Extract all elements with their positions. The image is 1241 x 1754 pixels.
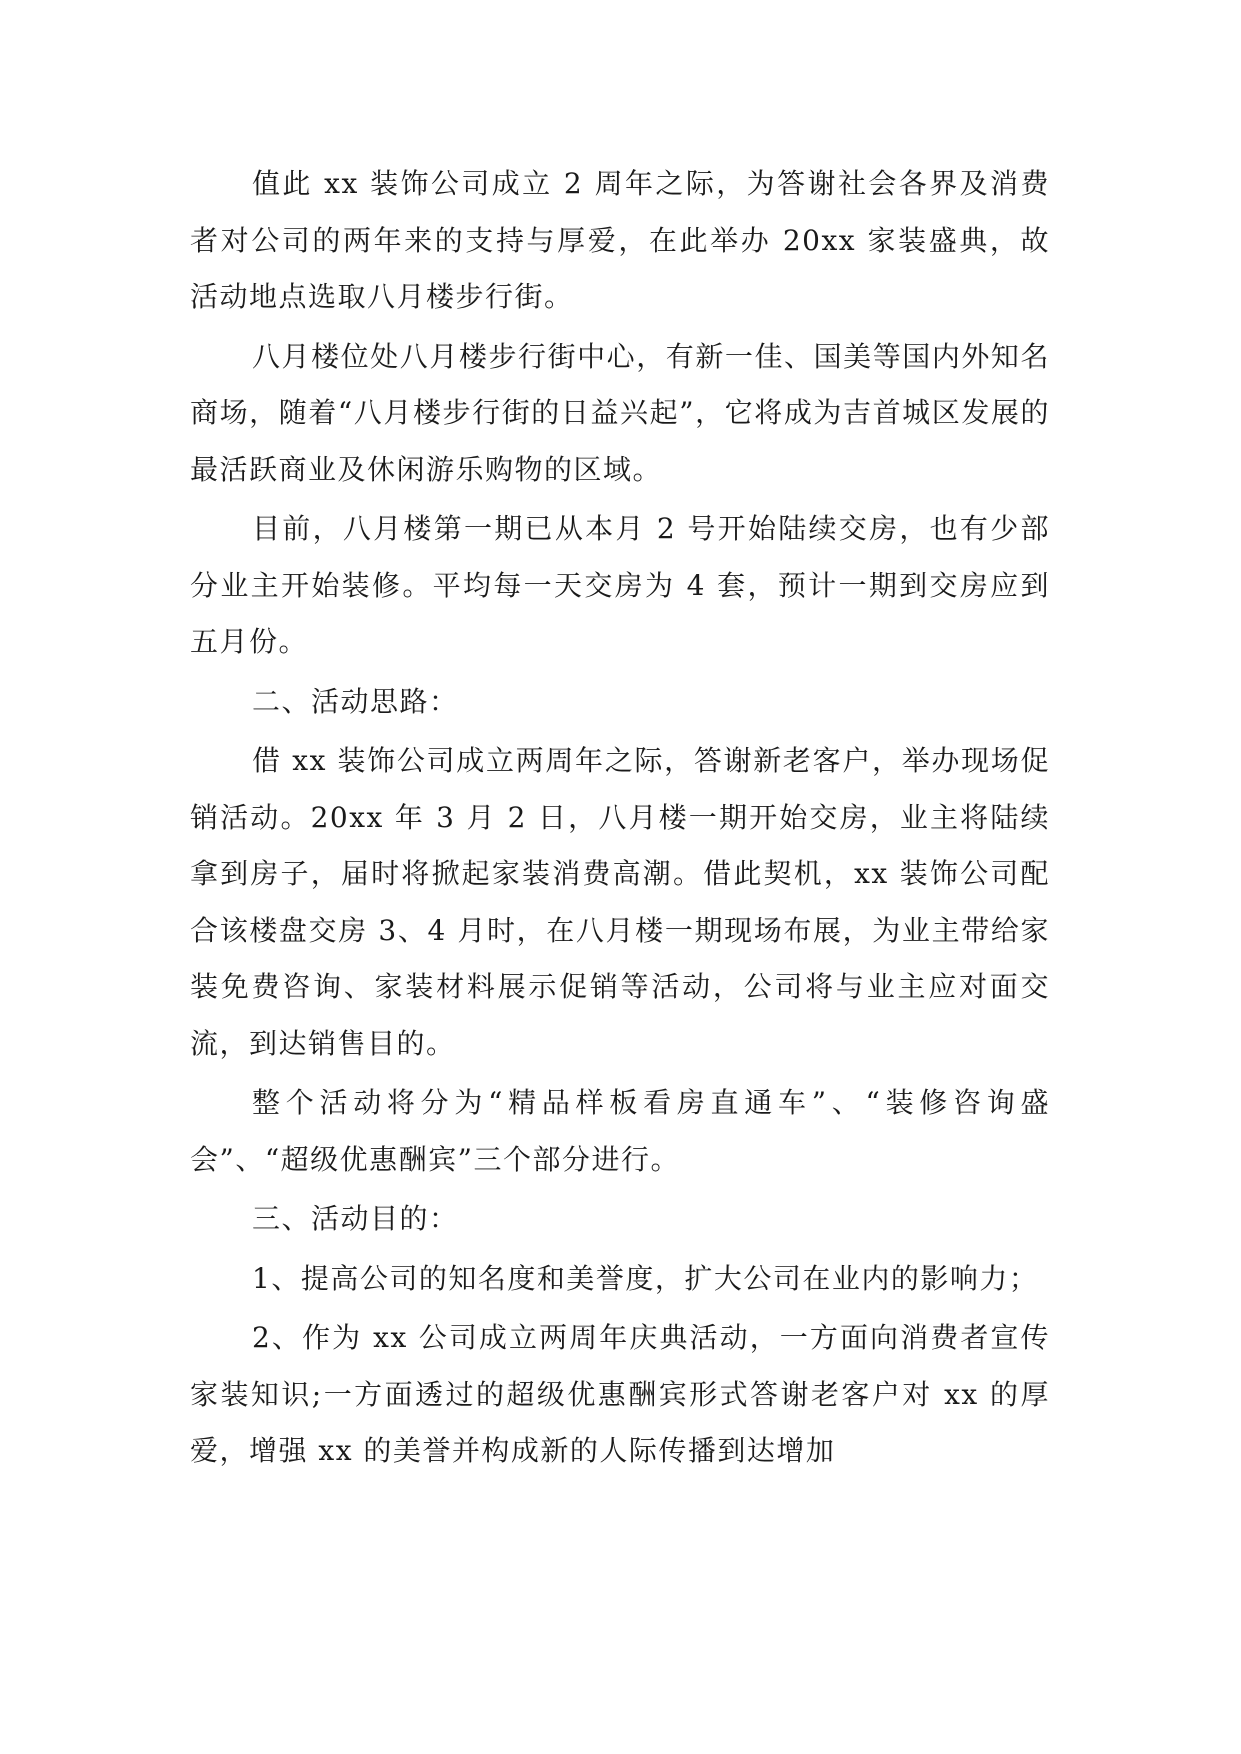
document-body (190, 156, 1050, 1483)
paragraph-intro: 值此 xx 装饰公司成立 2 周年之际，为答谢社会各界及消费者对公司的两年来的支持与厚爱，在此举办 20xx 家装盛典，故活动地点选取八月楼步行街。 (190, 167, 1050, 313)
section-heading-activity-idea: 二、活动思路： (252, 684, 459, 718)
paragraph-location: 八月楼位处八月楼步行街中心，有新一佳、国美等国内外知名商场，随着“八月楼步行街的日益兴起”，它将成为吉首城区发展的最活跃商业及休闲游乐购物的区域。 (190, 339, 1050, 486)
paragraph-activity-idea: 借 xx 装饰公司成立两周年之际，答谢新老客户，举办现场促销活动。20xx 年 3 月 2 日，八月楼一期开始交房，业主将陆续拿到房子，届时将掀起家装消费高潮。借此契机，xx 装饰公司配合该楼盘交房 3、4 月时，在八月楼一期现场布展，为业主带给家装免费咨询、家装材料展示促销等活动，公司将与业主应对面交流，到达销售目的。 (190, 744, 1050, 1060)
paragraph-activity-parts: 整个活动将分为“精品样板看房直通车”、“装修咨询盛会”、“超级优惠酬宾”三个部分进行。 (190, 1086, 1050, 1176)
paragraph-status: 目前，八月楼第一期已从本月 2 号开始陆续交房，也有少部分业主开始装修。平均每一天交房为 4 套，预计一期到交房应到五月份。 (190, 512, 1050, 658)
list-item-purpose-1: 1、提高公司的知名度和美誉度，扩大公司在业内的影响力； (252, 1261, 1039, 1295)
section-heading-activity-purpose: 三、活动目的： (252, 1202, 459, 1235)
list-item-purpose-2: 2、作为 xx 公司成立两周年庆典活动，一方面向消费者宣传家装知识;一方面透过的超级优惠酬宾形式答谢老客户对 xx 的厚爱，增强 xx 的美誉并构成新的人际传播到达增加 (190, 1321, 1050, 1467)
